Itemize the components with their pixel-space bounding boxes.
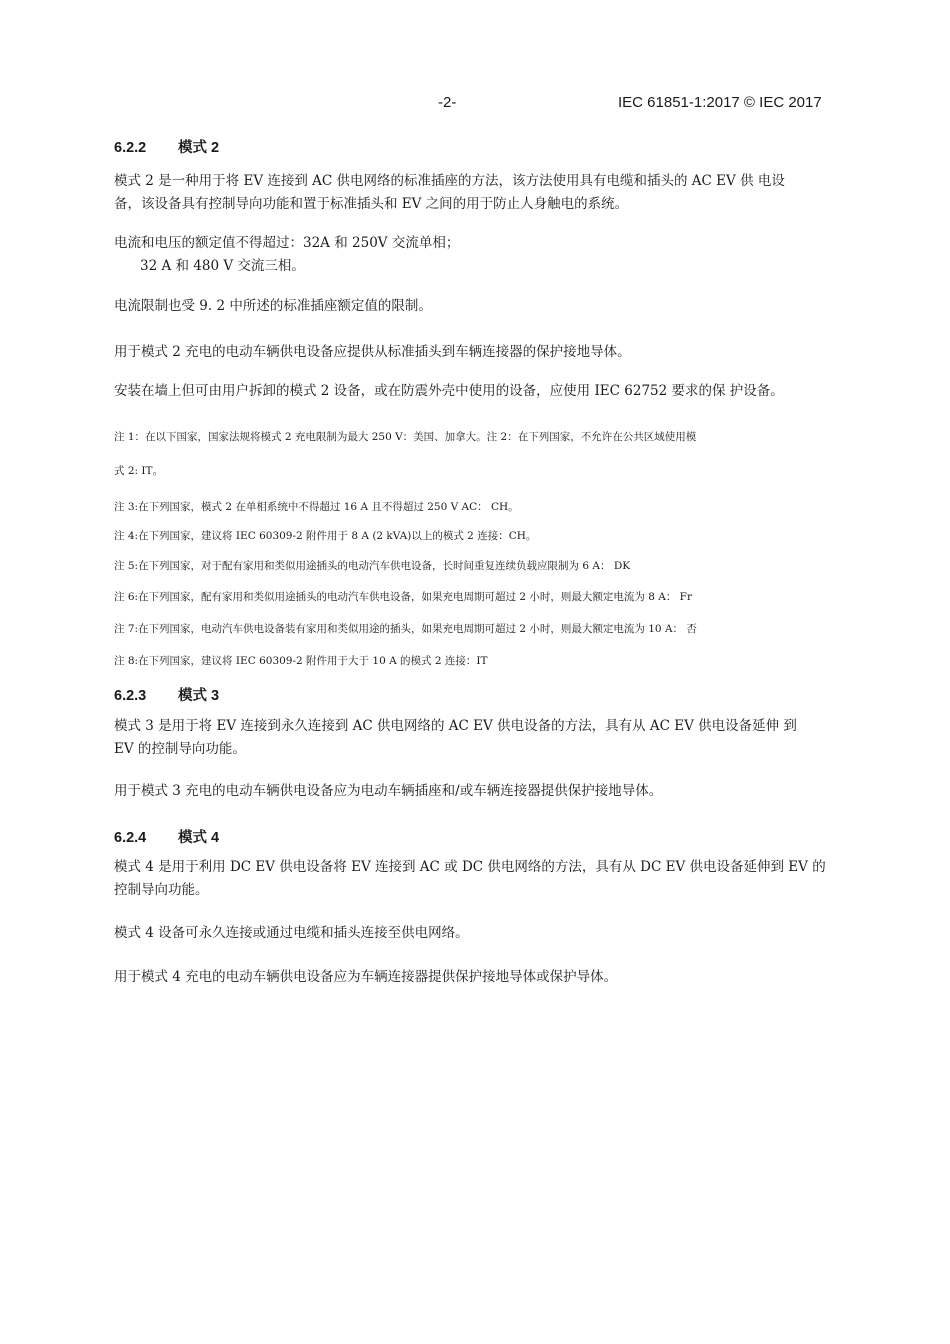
- paragraph-mode4-earthing: 用于模式 4 充电的电动车辆供电设备应为车辆连接器提供保护接地导体或保护导体。: [114, 969, 618, 985]
- section-title: 模式 4: [178, 830, 220, 846]
- section-heading-6-2-3: [114, 684, 219, 705]
- section-number: 6.2.3: [114, 688, 147, 704]
- note-4: 注 4:在下列国家，建议将 IEC 60309-2 附件用于 8 A (2 kVA)以上的模式 2 连接：CH。: [114, 530, 537, 542]
- note-5: 注 5:在下列国家，对于配有家用和类似用途插头的电动汽车供电设备，长时间重复连续负载应限制为 6 A： DK: [114, 560, 631, 572]
- note-1: 注 1：在以下国家，国家法规将模式 2 充电限制为最大 250 V：美国、加拿大。注 2：在下列国家，不允许在公共区域使用模: [114, 431, 697, 443]
- section-title: 模式 3: [178, 688, 220, 704]
- note-3: 注 3:在下列国家，模式 2 在单相系统中不得超过 16 A 且不得超过 250 V AC： CH。: [114, 501, 519, 513]
- section-title: 模式 2: [178, 140, 220, 156]
- paragraph-mode2-wall-mounted: 安装在墙上但可由用户拆卸的模式 2 设备，或在防震外壳中使用的设备，应使用 IEC 62752 要求的保 护设备。: [114, 383, 784, 399]
- paragraph-line: 32 A 和 480 V 交流三相。: [140, 258, 305, 274]
- paragraph-line: 模式 4 是用于利用 DC EV 供电设备将 EV 连接到 AC 或 DC 供电网络的方法，具有从 DC EV 供电设备延伸到 EV 的: [114, 859, 826, 875]
- paragraph-mode2-ratings: [114, 232, 839, 278]
- note-7: 注 7:在下列国家，电动汽车供电设备装有家用和类似用途的插头，如果充电周期可超过 2 小时，则最大额定电流为 10 A： 否: [114, 623, 697, 635]
- section-heading-6-2-2: [114, 136, 219, 157]
- paragraph-mode2-current-limit: 电流限制也受 9. 2 中所述的标准插座额定值的限制。: [114, 298, 432, 314]
- paragraph-mode2-earthing: 用于模式 2 充电的电动车辆供电设备应提供从标准插头到车辆连接器的保护接地导体。: [114, 344, 631, 360]
- note-8: 注 8:在下列国家，建议将 IEC 60309-2 附件用于大于 10 A 的模式 2 连接：IT: [114, 655, 488, 667]
- section-number: 6.2.4: [114, 830, 147, 846]
- paragraph-line: 模式 3 是用于将 EV 连接到永久连接到 AC 供电网络的 AC EV 供电设备的方法，具有从 AC EV 供电设备延伸 到: [114, 718, 797, 734]
- paragraph-mode3-earthing: 用于模式 3 充电的电动车辆供电设备应为电动车辆插座和/或车辆连接器提供保护接地导体。: [114, 783, 663, 799]
- document-reference: IEC 61851-1:2017 © IEC 2017: [618, 94, 822, 111]
- note-1-continued: 式 2: IT。: [114, 465, 164, 477]
- paragraph-line: EV 的控制导向功能。: [114, 741, 246, 757]
- section-heading-6-2-4: [114, 826, 219, 847]
- paragraph-line: 控制导向功能。: [114, 882, 209, 898]
- paragraph-mode3-definition: [114, 715, 839, 761]
- paragraph-mode4-connection: 模式 4 设备可永久连接或通过电缆和插头连接至供电网络。: [114, 925, 469, 941]
- page-number: -2-: [438, 94, 457, 111]
- paragraph-line: 备，该设备具有控制导向功能和置于标准插头和 EV 之间的用于防止人身触电的系统。: [114, 196, 629, 212]
- section-number: 6.2.2: [114, 140, 147, 156]
- note-6: 注 6:在下列国家，配有家用和类似用途插头的电动汽车供电设备，如果充电周期可超过 2 小时，则最大额定电流为 8 A： Fr: [114, 591, 692, 603]
- paragraph-line: 电流和电压的额定值不得超过：32A 和 250V 交流单相；: [114, 235, 460, 251]
- paragraph-mode2-definition: [114, 170, 839, 216]
- paragraph-line: 模式 2 是一种用于将 EV 连接到 AC 供电网络的标准插座的方法，该方法使用具有电缆和插头的 AC EV 供 电设: [114, 173, 785, 189]
- paragraph-mode4-definition: [114, 856, 839, 902]
